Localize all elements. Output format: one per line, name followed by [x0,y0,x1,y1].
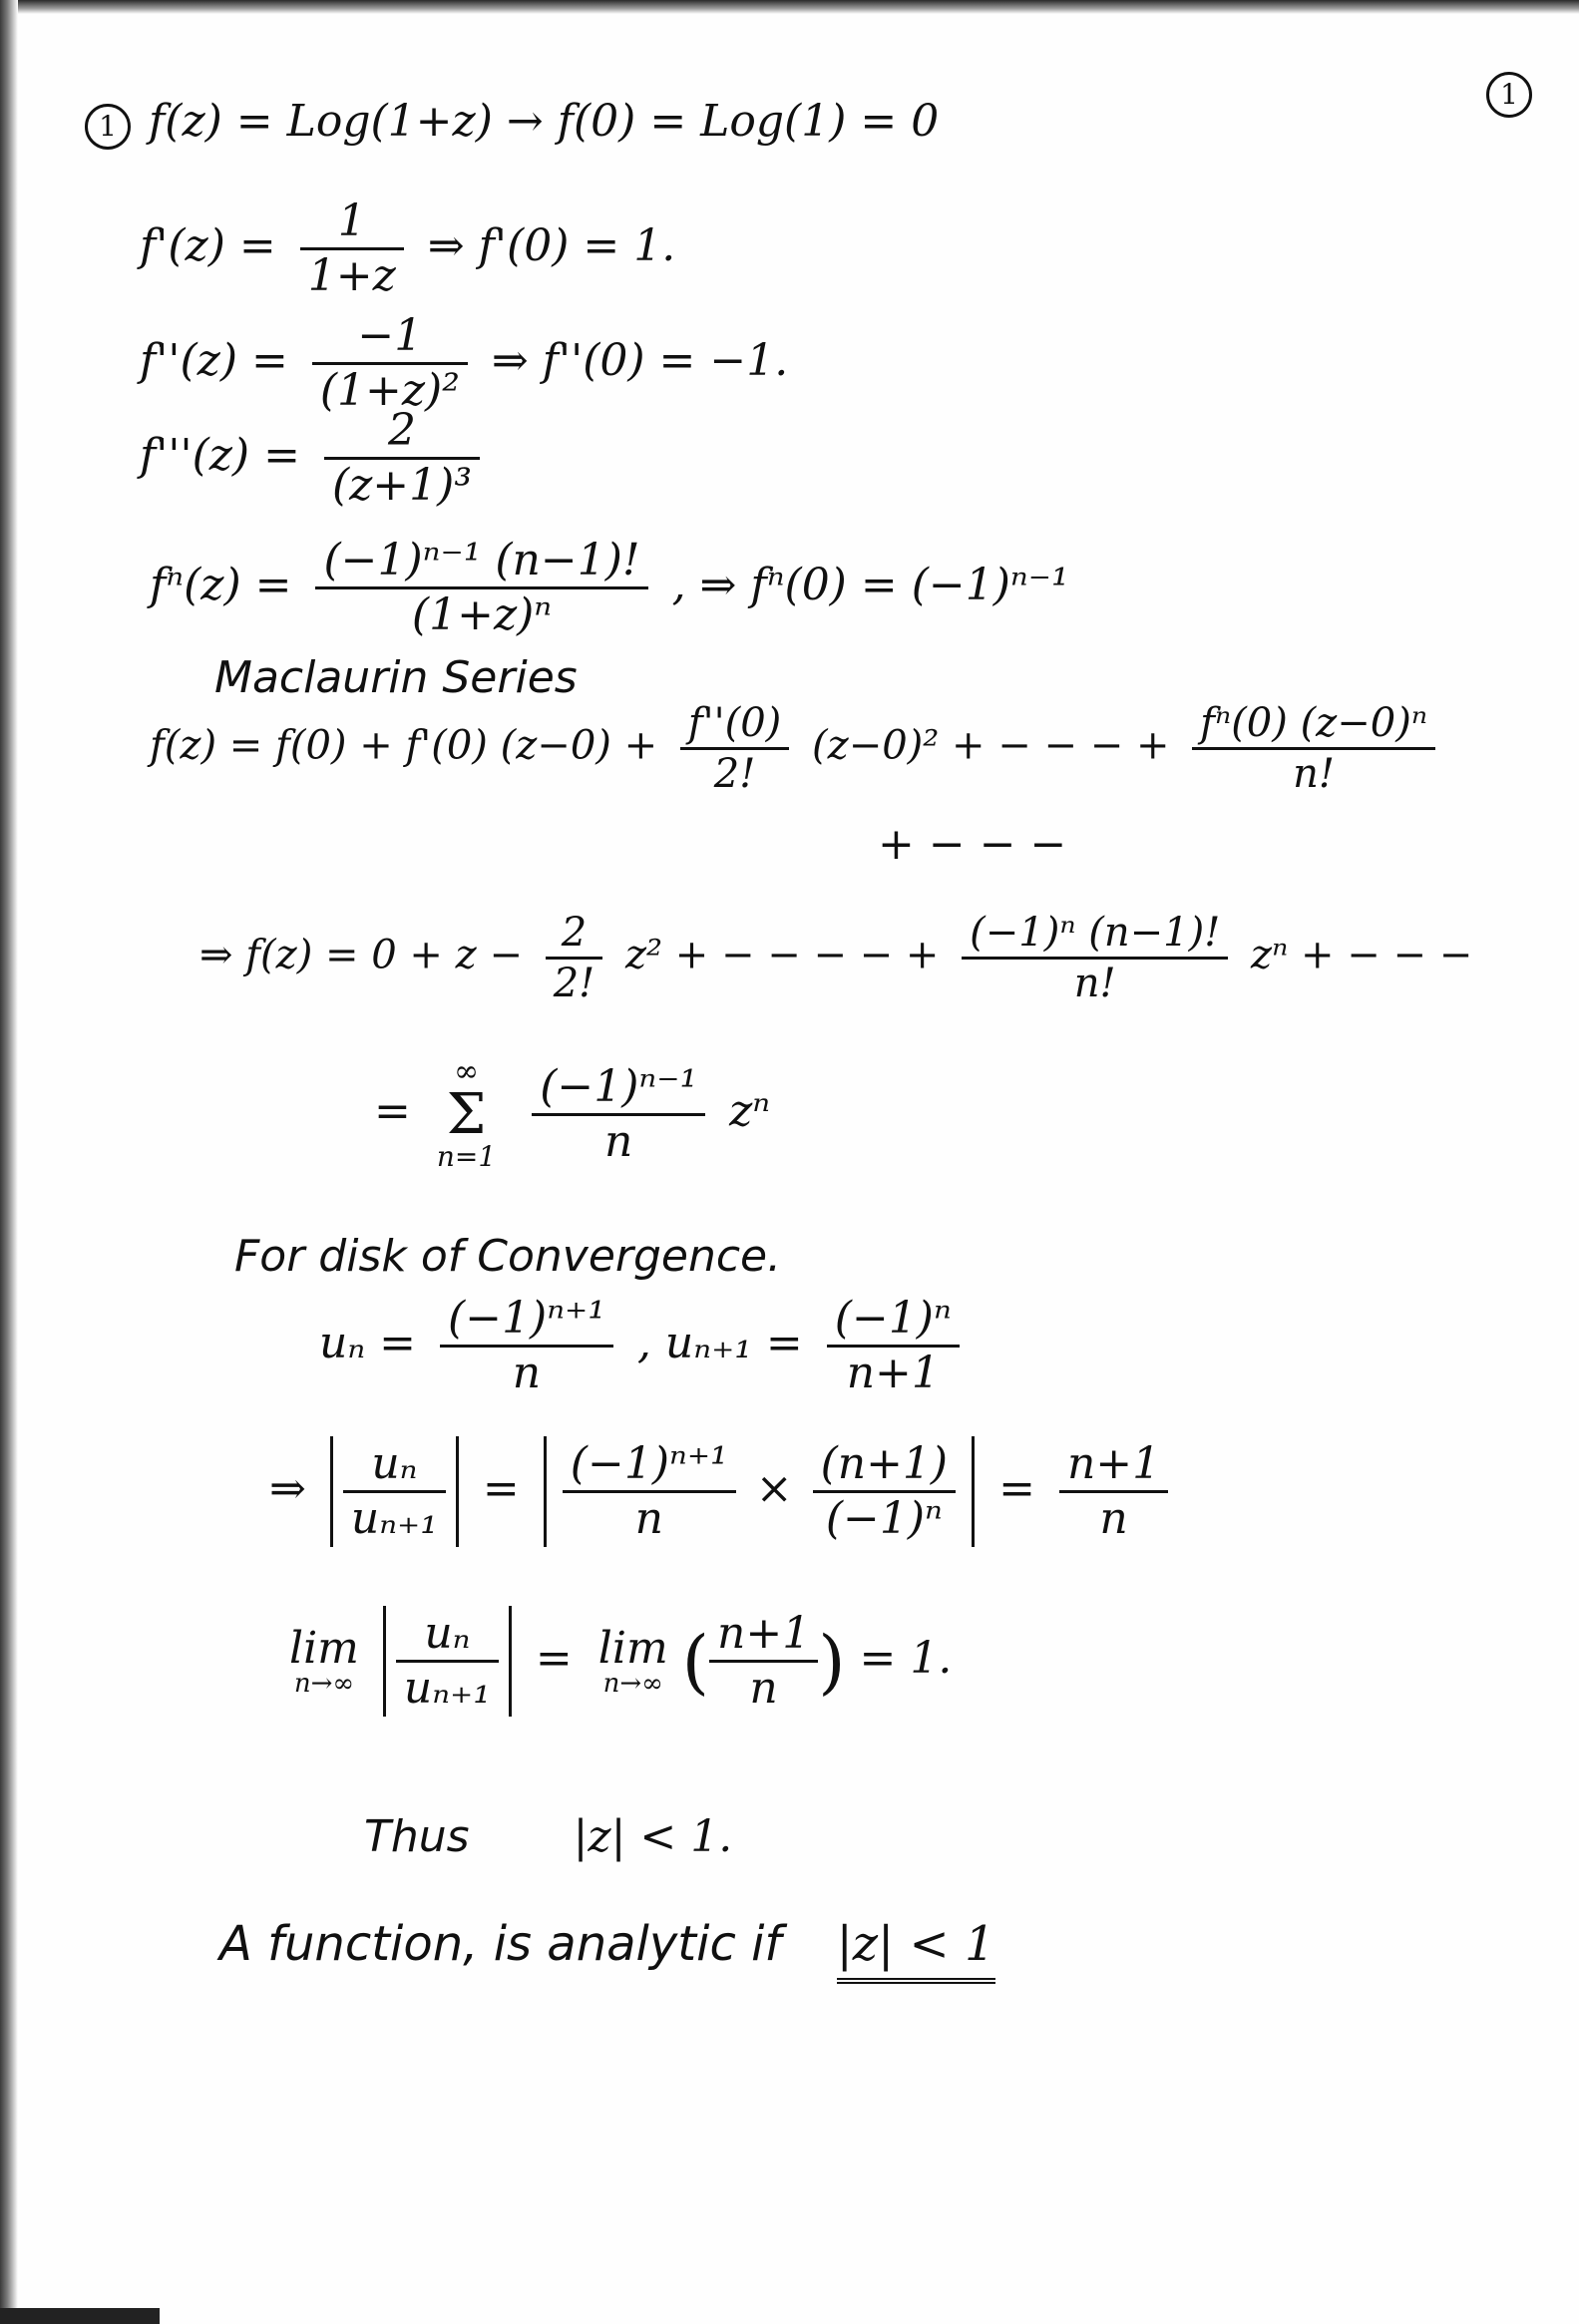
fraction-denominator: (−1)ⁿ [825,1493,943,1544]
line-sigma-form [374,1054,771,1173]
page-left-edge [0,0,18,2324]
fraction-denominator: n [603,1115,633,1167]
fraction-numerator: (−1)ⁿ⁻¹ (n−1)! [315,539,647,589]
limit-abs [383,1606,512,1717]
fraction-denominator: (1+z)ⁿ [411,589,553,640]
fraction-numerator: (−1)ⁿ⁺¹ [440,1297,613,1348]
limit-result: = 1. [859,1633,953,1684]
fraction-denominator: n [749,1663,778,1714]
line-un-definitions [319,1293,970,1398]
line-limit [289,1606,952,1717]
fraction-numerator: uₙ [343,1442,446,1493]
summation-upper-limit: ∞ [454,1054,480,1089]
conclusion-text: A function, is analytic if [219,1916,782,1972]
log-definition-text: f(z) = Log(1+z) → f(0) = Log(1) = 0 [149,96,940,147]
un-label: uₙ = [319,1318,417,1368]
fraction-numerator: 2 [546,913,603,960]
maclaurin-nth-term-fraction [1192,700,1435,797]
fraction-numerator: (−1)ⁿ⁺¹ [563,1442,736,1493]
third-derivative-fraction [324,405,480,511]
summation-symbol [436,1054,497,1173]
fraction-numerator: (−1)ⁿ (n−1)! [962,913,1228,960]
nth-derivative-at-zero: , ⇒ fⁿ(0) = (−1)ⁿ⁻¹ [671,560,1069,610]
second-derivative-at-zero: ⇒ f''(0) = −1. [491,335,789,386]
lim-label: lim [597,1622,668,1674]
right-paren: ) [818,1620,846,1703]
fraction-denominator: (z+1)³ [331,460,472,511]
series-tail: zⁿ + − − − [1251,932,1473,978]
thus-label: Thus [364,1811,470,1862]
thus-condition: |z| < 1. [573,1811,733,1862]
third-derivative-lhs: f'''(z) = [140,430,300,481]
un-fraction [440,1293,613,1398]
line-series-substituted [199,910,1473,1006]
page-number-circle: 1 [1486,72,1532,118]
fraction-denominator: n! [1293,751,1336,797]
line-maclaurin-general [150,700,1445,797]
ratio-term-a [563,1438,736,1544]
fraction-numerator: (n+1) [813,1442,957,1493]
first-derivative-fraction [300,195,404,301]
ratio-abs-right [544,1436,975,1547]
left-paren: ( [681,1620,709,1703]
page-number [1486,68,1550,118]
series-second-term-fraction [546,910,603,1006]
lim-subscript: n→∞ [602,1668,663,1699]
line-nth-derivative [150,535,1069,640]
fraction-denominator: uₙ₊₁ [350,1493,438,1544]
line-conclusion [219,1916,995,1972]
ratio-result-fraction [1059,1438,1168,1544]
sigma-term-fraction [532,1060,705,1167]
line-ratio [269,1436,1178,1547]
line-second-derivative [140,310,789,416]
summation-sigma: Σ [446,1082,487,1147]
ratio-fraction [343,1438,446,1544]
limit-operator-left [289,1622,359,1699]
first-derivative-at-zero: ⇒ f'(0) = 1. [427,220,676,271]
fraction-denominator: uₙ₊₁ [403,1663,491,1714]
line-log-definition [85,96,940,150]
un-plus-one-fraction [827,1293,960,1398]
maclaurin-second-term-fraction [680,700,789,797]
fraction-denominator: n [512,1348,542,1398]
ratio-term-b [813,1438,957,1544]
lim-label: lim [289,1622,359,1674]
maclaurin-middle-terms: (z−0)² + − − − + [812,722,1170,769]
fraction-denominator: 2! [713,751,756,797]
line-third-derivative [140,405,490,511]
fraction-numerator: f''(0) [680,703,789,750]
nth-derivative-fraction [315,535,647,640]
equals-sign: = [482,1463,520,1514]
fraction-denominator: 2! [553,961,595,1006]
line-first-derivative [140,195,676,301]
page-bottom-edge [0,2308,160,2324]
limit-paren-fraction [709,1608,818,1714]
fraction-denominator: n+1 [846,1348,940,1398]
fraction-numerator: (−1)ⁿ [827,1297,960,1348]
line-thus [364,1811,733,1862]
first-derivative-lhs: f'(z) = [140,220,276,271]
fraction-numerator: 1 [300,199,404,250]
lim-subscript: n→∞ [293,1668,355,1699]
heading-maclaurin-series: Maclaurin Series [214,652,578,703]
implies-arrow: ⇒ [269,1463,306,1514]
fraction-numerator: n+1 [709,1612,818,1663]
fraction-numerator: fⁿ(0) (z−0)ⁿ [1192,703,1435,750]
nth-derivative-lhs: fⁿ(z) = [150,560,292,610]
equals-sign: = [374,1085,411,1137]
series-middle-terms: z² + − − − − + [624,932,940,978]
equals-sign: = [535,1633,573,1684]
heading-disk-of-convergence: For disk of Convergence. [234,1231,782,1282]
fraction-numerator: 2 [324,409,480,460]
page-top-edge [0,0,1579,14]
summation-lower-limit: n=1 [436,1140,497,1173]
fraction-denominator: n! [1073,961,1116,1006]
times-sign: × [755,1463,793,1514]
second-derivative-lhs: f''(z) = [140,335,288,386]
fraction-numerator: n+1 [1059,1442,1168,1493]
fraction-denominator: 1+z [307,250,396,301]
question-number-circle: 1 [85,104,131,150]
limit-operator-right [597,1622,668,1699]
sigma-power-term: zⁿ [729,1085,771,1137]
conclusion-condition: |z| < 1 [837,1916,995,1984]
maclaurin-first-terms: f(z) = f(0) + f'(0) (z−0) + [150,722,658,769]
limit-ratio-fraction [396,1608,499,1714]
un-plus-one-label: , uₙ₊₁ = [636,1318,803,1368]
equals-sign: = [998,1463,1035,1514]
fraction-denominator: (1+z)² [319,365,460,416]
fraction-denominator: n [1099,1493,1128,1544]
fraction-numerator: (−1)ⁿ⁻¹ [532,1065,705,1116]
series-first-terms: ⇒ f(z) = 0 + z − [199,932,523,978]
fraction-denominator: n [634,1493,663,1544]
line-series-continuation: + − − − [878,819,1067,870]
second-derivative-fraction [312,310,468,416]
ratio-abs-left [330,1436,459,1547]
fraction-numerator: uₙ [396,1612,499,1663]
series-nth-term-fraction [962,910,1228,1006]
fraction-numerator: −1 [312,314,468,365]
